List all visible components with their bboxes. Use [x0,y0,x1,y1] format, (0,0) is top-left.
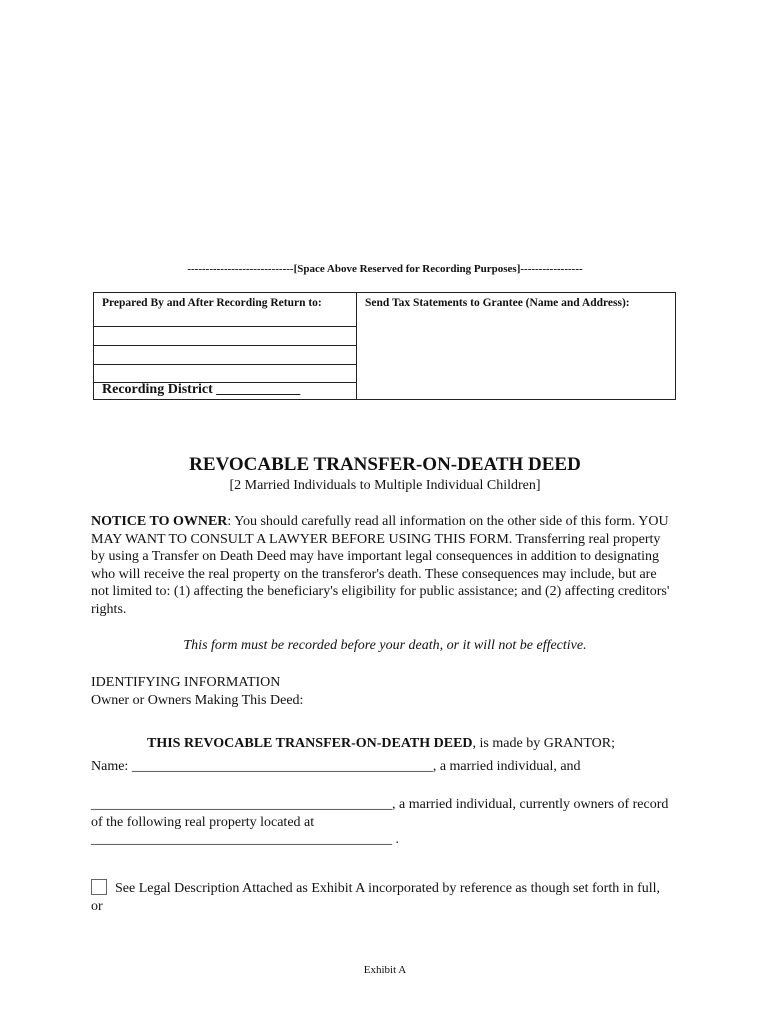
reserved-space-line: -----------------------------[Space Above Reserved for Recording Purposes]----------------- [187,263,583,275]
identifying-information [91,674,671,709]
deed-statement-text: , is made by GRANTOR; [472,736,616,751]
deed-statement-bold: THIS REVOCABLE TRANSFER-ON-DEATH DEED [147,736,473,751]
notice-to-owner [91,513,671,619]
owners-label: Owner or Owners Making This Deed: [91,692,304,708]
recording-info-table [93,292,676,400]
send-tax-label: Send Tax Statements to Grantee (Name and Address): [365,297,630,309]
prepared-by-label: Prepared By and After Recording Return to: [102,297,322,309]
document-title: REVOCABLE TRANSFER-ON-DEATH DEED [189,454,581,475]
legal-description-option [91,879,671,915]
second-owner-line[interactable]: ___________________________________________, a married individual, currently owners of record of the following real property located at [91,797,669,830]
legal-description-text: See Legal Description Attached as Exhibit A incorporated by reference as though set forth in full, or [91,881,661,914]
return-address-line-3[interactable] [94,364,356,383]
recording-district-field[interactable]: Recording District ____________ [102,382,301,397]
notice-text: : You should carefully read all information on the other side of this form. YOU MAY WANT TO CONSULT A LAWYER BEFORE USING THIS FORM. Transferring real property by using a Transfer on Death Deed may have important legal consequences in addition to designating who will receive the real property on the transferor's death. These consequences may include, but are not limited to: (1) affecting the beneficiary's eligibility for public assistance; and (2) affecting creditors' rights. [91,514,670,617]
return-address-line-1[interactable] [94,326,356,345]
second-owner-block [91,796,671,849]
legal-description-checkbox[interactable] [91,879,107,895]
prepared-by-cell [94,293,357,399]
notice-label: NOTICE TO OWNER [91,514,228,529]
recording-warning: This form must be recorded before your death, or it will not be effective. [183,638,587,653]
send-tax-cell[interactable] [357,293,675,399]
document-subtitle: [2 Married Individuals to Multiple Individual Children] [229,478,541,493]
return-address-line-2[interactable] [94,345,356,364]
property-location-line[interactable]: ___________________________________________ . [91,832,399,848]
grantor-name-line[interactable]: Name: ___________________________________________, a married individual, and [91,758,581,774]
page-footer: Exhibit A [363,964,407,976]
deed-statement [91,735,671,775]
identifying-heading: IDENTIFYING INFORMATION [91,675,281,690]
